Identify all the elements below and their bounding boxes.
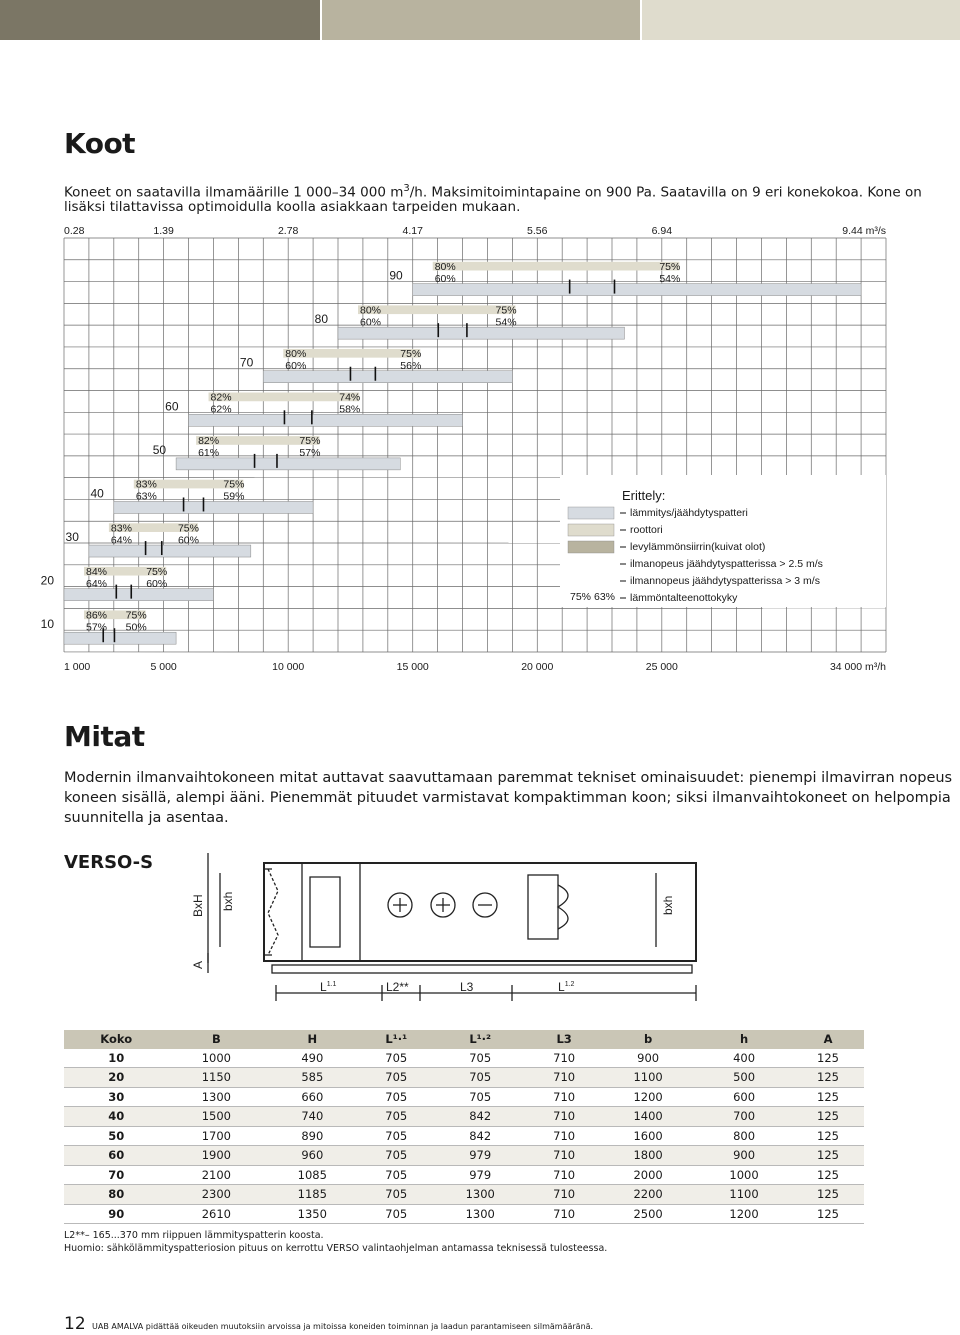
- efficiency-high-label: 75%: [495, 304, 517, 317]
- dimensions-table: [64, 1030, 864, 1224]
- legend-swatch: [568, 507, 614, 519]
- header-band-2: [322, 0, 640, 40]
- size-selection-chart: [0, 220, 960, 685]
- legend-item: ilmanopeus jäähdytyspatterissa > 2.5 m/s: [630, 558, 823, 570]
- table-cell: 1150: [168, 1068, 264, 1088]
- label-l11: [320, 980, 337, 994]
- efficiency-high-label: 75%: [223, 478, 245, 491]
- table-cell: 60: [64, 1146, 168, 1166]
- size-bar: [64, 589, 213, 601]
- table-row: [64, 1165, 864, 1185]
- table-row: [64, 1204, 864, 1224]
- table-row: [64, 1087, 864, 1107]
- table-cell: 1600: [600, 1126, 696, 1146]
- table-cell: 900: [696, 1146, 792, 1166]
- table-header-row: [64, 1030, 864, 1049]
- header-band-1: [0, 0, 320, 40]
- table-cell: 2610: [168, 1204, 264, 1224]
- bottom-axis-tick: 15 000: [396, 661, 429, 673]
- bottom-axis-tick: 25 000: [645, 661, 678, 673]
- efficiency-low-label: 57%: [86, 621, 108, 634]
- table-cell: 20: [64, 1068, 168, 1088]
- label-l11-sup: 1.1: [326, 981, 337, 988]
- efficiency-low-label: 60%: [434, 272, 456, 285]
- table-cell: 842: [432, 1107, 528, 1127]
- size-label: 70: [239, 355, 254, 370]
- fan-inlet-cone: [310, 877, 340, 947]
- table-cell: 125: [792, 1204, 864, 1224]
- efficiency-low-label: 50%: [125, 621, 147, 634]
- page-number: 12: [64, 1314, 86, 1334]
- size-label: 60: [165, 399, 179, 414]
- efficiency-high-label: 80%: [360, 304, 382, 317]
- unit-casing: [264, 863, 696, 961]
- efficiency-high-label: 75%: [146, 565, 168, 578]
- table-cell: 2000: [600, 1165, 696, 1185]
- table-cell: 585: [264, 1068, 360, 1088]
- table-notes: [64, 1230, 607, 1255]
- size-bar: [413, 284, 861, 296]
- table-cell: 1185: [264, 1185, 360, 1205]
- table-cell: 2300: [168, 1185, 264, 1205]
- label-l11-text: L: [320, 980, 327, 994]
- table-cell: 125: [792, 1165, 864, 1185]
- efficiency-low-label: 61%: [198, 447, 220, 460]
- label-l2: L2**: [386, 980, 409, 994]
- efficiency-low-label: 60%: [146, 577, 168, 590]
- size-label: 30: [65, 530, 79, 545]
- col-header: h: [696, 1030, 792, 1049]
- table-cell: 705: [360, 1204, 432, 1224]
- efficiency-high-label: 80%: [434, 260, 456, 273]
- table-cell: 705: [360, 1068, 432, 1088]
- efficiency-high-label: 86%: [86, 609, 108, 622]
- table-cell: 1100: [600, 1068, 696, 1088]
- table-cell: 705: [360, 1126, 432, 1146]
- efficiency-high-label: 75%: [177, 522, 199, 535]
- table-cell: 1200: [600, 1087, 696, 1107]
- supply-fan-impeller: [558, 885, 568, 929]
- table-row: [64, 1049, 864, 1068]
- table-cell: 125: [792, 1185, 864, 1205]
- table-cell: 125: [792, 1126, 864, 1146]
- size-label: 20: [40, 573, 54, 588]
- mitat-line-1: Modernin ilmanvaihtokoneen mitat auttavat saavuttamaan paremmat tekniset ominaisuudet: pienempi ilmavirran nopeus: [64, 770, 953, 786]
- efficiency-high-label: 75%: [659, 260, 681, 273]
- label-l12: [558, 980, 575, 994]
- rotor-eff-band: [433, 262, 680, 271]
- label-a: A: [191, 960, 205, 969]
- bottom-axis-tick: 20 000: [521, 661, 554, 673]
- koot-sup: 3: [403, 183, 410, 194]
- table-cell: 705: [432, 1087, 528, 1107]
- table-cell: 705: [360, 1146, 432, 1166]
- size-bar: [114, 501, 313, 513]
- efficiency-low-label: 64%: [110, 534, 132, 547]
- table-cell: 1300: [432, 1185, 528, 1205]
- legend-item: lämmitys/jäähdytyspatteri: [630, 507, 748, 519]
- section-title-mitat: Mitat: [64, 720, 145, 753]
- table-cell: 40: [64, 1107, 168, 1127]
- table-cell: 740: [264, 1107, 360, 1127]
- efficiency-high-label: 82%: [198, 435, 220, 448]
- footer-text: UAB AMALVA pidättää oikeuden muutoksiin arvoissa ja mitoissa koneiden toiminnan ja laadun parantamiseen silmämääränä.: [92, 1322, 594, 1331]
- table-row: [64, 1107, 864, 1127]
- col-header: A: [792, 1030, 864, 1049]
- table-cell: 1350: [264, 1204, 360, 1224]
- legend-swatch: [568, 524, 614, 536]
- table-cell: 710: [528, 1185, 600, 1205]
- section-title-koot: Koot: [64, 127, 136, 160]
- legend-swatch: [568, 541, 614, 553]
- table-cell: 90: [64, 1204, 168, 1224]
- mitat-line-2: koneen sisällä, alempi ääni. Pienemmät pituudet varmistavat kompaktimman koon; siksi ilmanvaihtokoneet on helpompia: [64, 790, 951, 806]
- table-cell: 705: [432, 1049, 528, 1068]
- table-cell: 1300: [432, 1204, 528, 1224]
- col-header: B: [168, 1030, 264, 1049]
- label-l12-sup: 1.2: [564, 981, 575, 988]
- note-l2: L2**– 165...370 mm riippuen lämmityspatterin koosta.: [64, 1230, 324, 1241]
- top-axis-tick: 0.28: [64, 225, 85, 237]
- table-cell: 710: [528, 1068, 600, 1088]
- efficiency-high-label: 75%: [299, 435, 321, 448]
- table-cell: 125: [792, 1146, 864, 1166]
- table-cell: 500: [696, 1068, 792, 1088]
- koot-text-b: /h. Maksimitoimintapaine on 900 Pa. Saatavilla on 9 eri konekokoa. Kone on: [409, 184, 922, 201]
- table-row: [64, 1146, 864, 1166]
- label-l12-text: L: [558, 980, 565, 994]
- label-bxh-left: BxH: [191, 894, 205, 917]
- table-cell: 2500: [600, 1204, 696, 1224]
- legend-item: levylämmönsiirrin(kuivat olot): [630, 541, 766, 553]
- table-cell: 10: [64, 1049, 168, 1068]
- efficiency-low-label: 60%: [177, 534, 199, 547]
- efficiency-low-label: 63%: [135, 490, 157, 503]
- table-cell: 960: [264, 1146, 360, 1166]
- bottom-axis-tick: 34 000 m³/h: [829, 661, 886, 673]
- table-cell: 705: [360, 1049, 432, 1068]
- legend-item: roottori: [630, 524, 663, 536]
- top-axis-tick: 1.39: [153, 225, 174, 237]
- table-cell: 1800: [600, 1146, 696, 1166]
- table-cell: 490: [264, 1049, 360, 1068]
- size-label: 90: [389, 268, 403, 283]
- top-axis-tick: 5.56: [527, 225, 548, 237]
- table-cell: 710: [528, 1204, 600, 1224]
- size-bar: [189, 414, 463, 426]
- koot-text-a: Koneet on saatavilla ilmamäärille 1 000–34 000 m: [64, 184, 404, 201]
- table-body: [64, 1049, 864, 1224]
- bottom-axis-tick: 5 000: [150, 661, 177, 673]
- table-cell: 710: [528, 1146, 600, 1166]
- table-cell: 705: [360, 1165, 432, 1185]
- label-l3: L3: [460, 980, 474, 994]
- table-cell: 1100: [696, 1185, 792, 1205]
- koot-intro-line-2: lisäksi tilattavissa optimoidulla koolla asiakkaan tarpeiden mukaan.: [64, 199, 521, 215]
- table-cell: 1000: [168, 1049, 264, 1068]
- table-cell: 2200: [600, 1185, 696, 1205]
- efficiency-low-label: 59%: [223, 490, 245, 503]
- header-band-3: [642, 0, 960, 40]
- legend-title: Erittely:: [622, 488, 666, 503]
- table-cell: 1900: [168, 1146, 264, 1166]
- legend-item: lämmöntalteenottokyky: [630, 592, 738, 604]
- legend-eff-b: 63%: [594, 591, 616, 603]
- table-cell: 705: [360, 1087, 432, 1107]
- table-cell: 1500: [168, 1107, 264, 1127]
- table-cell: 710: [528, 1107, 600, 1127]
- efficiency-low-label: 56%: [400, 359, 422, 372]
- table-cell: 30: [64, 1087, 168, 1107]
- table-cell: 890: [264, 1126, 360, 1146]
- col-header: L¹·²: [432, 1030, 528, 1049]
- table-cell: 842: [432, 1126, 528, 1146]
- bottom-axis-tick: 1 000: [64, 661, 91, 673]
- efficiency-low-label: 54%: [659, 272, 681, 285]
- efficiency-high-label: 84%: [86, 565, 108, 578]
- table-cell: 1000: [696, 1165, 792, 1185]
- table-cell: 710: [528, 1126, 600, 1146]
- efficiency-high-label: 74%: [339, 391, 361, 404]
- table-cell: 400: [696, 1049, 792, 1068]
- top-axis-tick: 4.17: [402, 225, 423, 237]
- efficiency-low-label: 64%: [86, 577, 108, 590]
- col-header: H: [264, 1030, 360, 1049]
- label-bxh: bxh: [221, 891, 235, 911]
- rotor-eff-band: [358, 304, 517, 317]
- top-axis-tick: 2.78: [277, 225, 299, 237]
- table-cell: 700: [696, 1107, 792, 1127]
- legend-item: ilmannopeus jäähdytyspatterissa > 3 m/s: [630, 575, 820, 587]
- table-cell: 125: [792, 1107, 864, 1127]
- size-label: 10: [40, 617, 54, 632]
- verso-schematic: [160, 845, 720, 1005]
- table-cell: 50: [64, 1126, 168, 1146]
- efficiency-low-label: 62%: [210, 403, 232, 416]
- table-cell: 1085: [264, 1165, 360, 1185]
- legend-eff-a: 75%: [570, 591, 592, 603]
- table-cell: 125: [792, 1068, 864, 1088]
- filter-zigzag: [268, 869, 278, 955]
- efficiency-high-label: 83%: [135, 478, 157, 491]
- table-cell: 979: [432, 1165, 528, 1185]
- col-header: b: [600, 1030, 696, 1049]
- table-cell: 600: [696, 1087, 792, 1107]
- table-cell: 1200: [696, 1204, 792, 1224]
- supply-fan-box: [528, 875, 558, 939]
- size-bar: [263, 371, 512, 383]
- mitat-line-3: suunnitella ja asentaa.: [64, 810, 229, 826]
- table-cell: 80: [64, 1185, 168, 1205]
- note-electric: Huomio: sähkölämmityspatteriosion pituus on kerrottu VERSO valintaohjelman antamassa teknisessä tulosteessa.: [64, 1242, 608, 1254]
- table-cell: 1700: [168, 1126, 264, 1146]
- efficiency-high-label: 83%: [110, 522, 132, 535]
- top-axis-tick: 6.94: [651, 225, 673, 237]
- size-bar: [338, 327, 624, 339]
- size-bar: [89, 545, 251, 557]
- top-axis-tick: 9.44 m³/s: [842, 225, 886, 237]
- fan-housing: [302, 863, 360, 961]
- table-cell: 900: [600, 1049, 696, 1068]
- bottom-axis-tick: 10 000: [272, 661, 305, 673]
- size-bar: [64, 632, 176, 644]
- base-frame: [272, 965, 692, 973]
- efficiency-low-label: 54%: [495, 316, 517, 329]
- size-bar: [176, 458, 400, 470]
- col-header: L¹·¹: [360, 1030, 432, 1049]
- table-cell: 125: [792, 1087, 864, 1107]
- table-cell: 660: [264, 1087, 360, 1107]
- table-cell: 710: [528, 1049, 600, 1068]
- col-header: Koko: [64, 1030, 168, 1049]
- table-cell: 125: [792, 1049, 864, 1068]
- efficiency-high-label: 82%: [210, 391, 232, 404]
- efficiency-low-label: 60%: [285, 359, 307, 372]
- table-cell: 705: [432, 1068, 528, 1088]
- table-cell: 710: [528, 1165, 600, 1185]
- label-bxh-right: bxh: [661, 895, 675, 915]
- efficiency-low-label: 57%: [299, 447, 321, 460]
- efficiency-high-label: 75%: [400, 347, 422, 360]
- table-cell: 1300: [168, 1087, 264, 1107]
- table-cell: 70: [64, 1165, 168, 1185]
- table-cell: 979: [432, 1146, 528, 1166]
- verso-title: VERSO-S: [64, 852, 154, 873]
- efficiency-high-label: 80%: [285, 347, 307, 360]
- table-cell: 1400: [600, 1107, 696, 1127]
- size-label: 50: [152, 442, 167, 457]
- table-row: [64, 1068, 864, 1088]
- efficiency-low-label: 60%: [360, 316, 382, 329]
- table-cell: 705: [360, 1107, 432, 1127]
- table-cell: 710: [528, 1087, 600, 1107]
- efficiency-high-label: 75%: [125, 609, 147, 622]
- size-label: 40: [90, 486, 104, 501]
- size-label: 80: [314, 312, 328, 327]
- table-cell: 705: [360, 1185, 432, 1205]
- table-row: [64, 1126, 864, 1146]
- table-row: [64, 1185, 864, 1205]
- table-cell: 2100: [168, 1165, 264, 1185]
- col-header: L3: [528, 1030, 600, 1049]
- table-cell: 800: [696, 1126, 792, 1146]
- efficiency-low-label: 58%: [339, 403, 361, 416]
